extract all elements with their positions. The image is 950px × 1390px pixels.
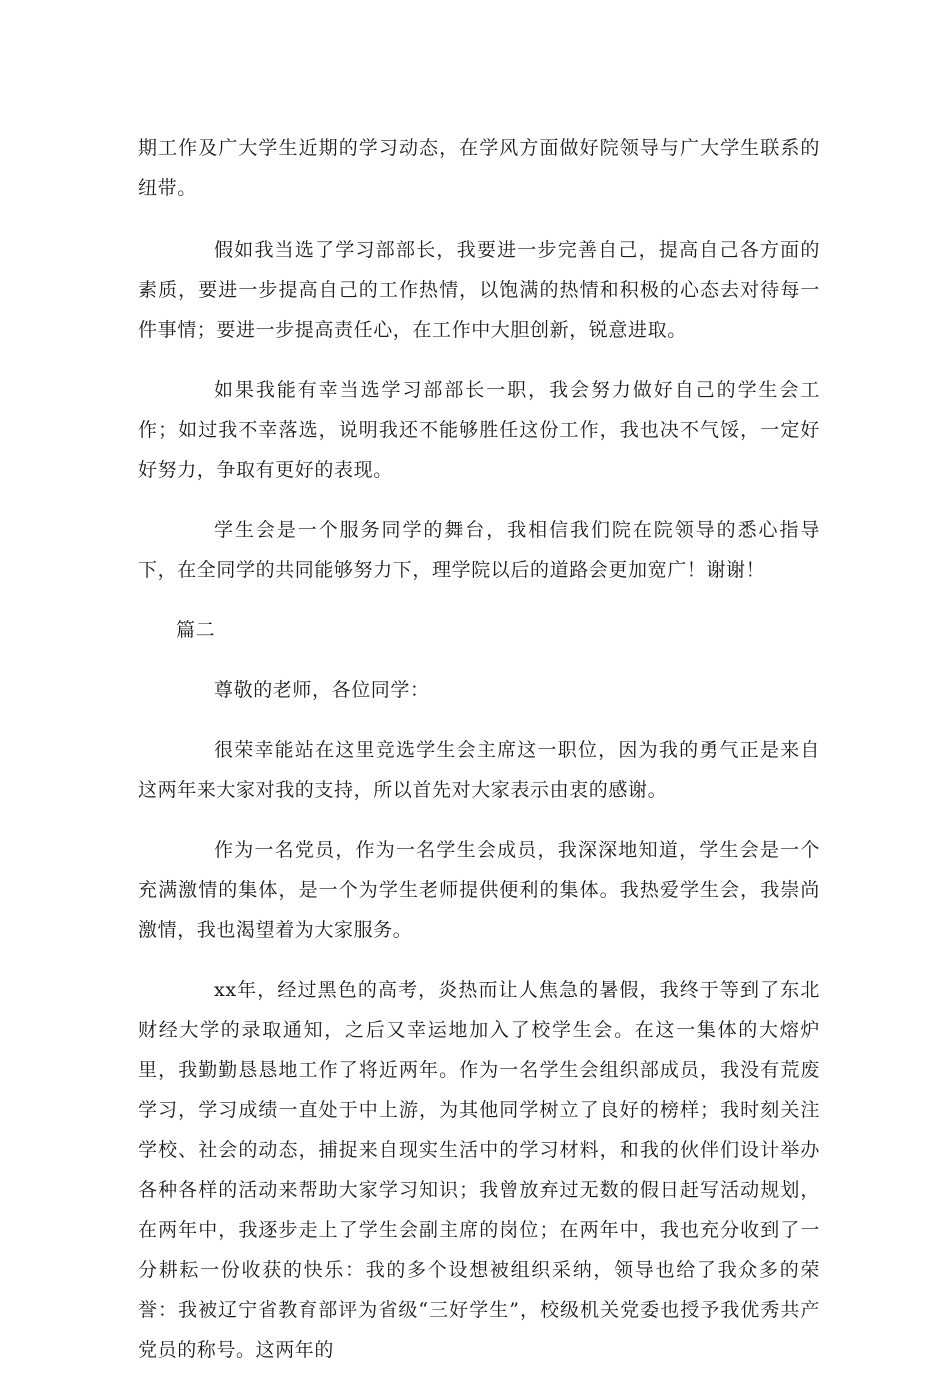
paragraph-study-dept-plan: 假如我当选了学习部部长，我要进一步完善自己，提高自己各方面的素质，要进一步提高自己的工作热情，以饱满的热情和积极的心态去对待每一件事情；要进一步提高责任心，在工作中大胆创新，锐意进取。 [138,239,820,341]
document-body [138,128,820,1390]
paragraph-introduction: 很荣幸能站在这里竞选学生会主席这一职位，因为我的勇气正是来自这两年来大家对我的支持，所以首先对大家表示由衷的感谢。 [138,739,820,801]
paragraph-election-outcome: 如果我能有幸当选学习部部长一职，我会努力做好自己的学生会工作；如过我不幸落选，说明我还不能够胜任这份工作，我也决不气馁，一定好好努力，争取有更好的表现。 [138,379,820,481]
section-heading: 篇二 [176,619,216,641]
salutation: 尊敬的老师，各位同学： [214,679,430,701]
paragraph-continuation: 期工作及广大学生近期的学习动态，在学风方面做好院领导与广大学生联系的纽带。 [138,137,820,199]
paragraph-party-member: 作为一名党员，作为一名学生会成员，我深深地知道，学生会是一个充满激情的集体，是一个为学生老师提供便利的集体。我热爱学生会，我崇尚激情，我也渴望着为大家服务。 [138,839,820,941]
paragraph-closing-thanks: 学生会是一个服务同学的舞台，我相信我们院在院领导的悉心指导下，在全同学的共同能够努力下，理学院以后的道路会更加宽广！谢谢！ [138,519,820,581]
paragraph-experience: xx年，经过黑色的高考，炎热而让人焦急的暑假，我终于等到了东北财经大学的录取通知，之后又幸运地加入了校学生会。在这一集体的大熔炉里，我勤勤恳恳地工作了将近两年。作为一名学生会组织部成员，我没有荒废学习，学习成绩一直处于中上游，为其他同学树立了良好的榜样；我时刻关注学校、社会的动态，捕捉来自现实生活中的学习材料，和我的伙伴们设计举办各种各样的活动来帮助大家学习知识；我曾放弃过无数的假日赶写活动规划，在两年中，我逐步走上了学生会副主席的岗位；在两年中，我也充分收到了一分耕耘一份收获的快乐：我的多个设想被组织采纳，领导也给了我众多的荣誉：我被辽宁省教育部评为省级“三好学生”，校级机关党委也授予我优秀共产党员的称号。这两年的 [138,979,820,1361]
